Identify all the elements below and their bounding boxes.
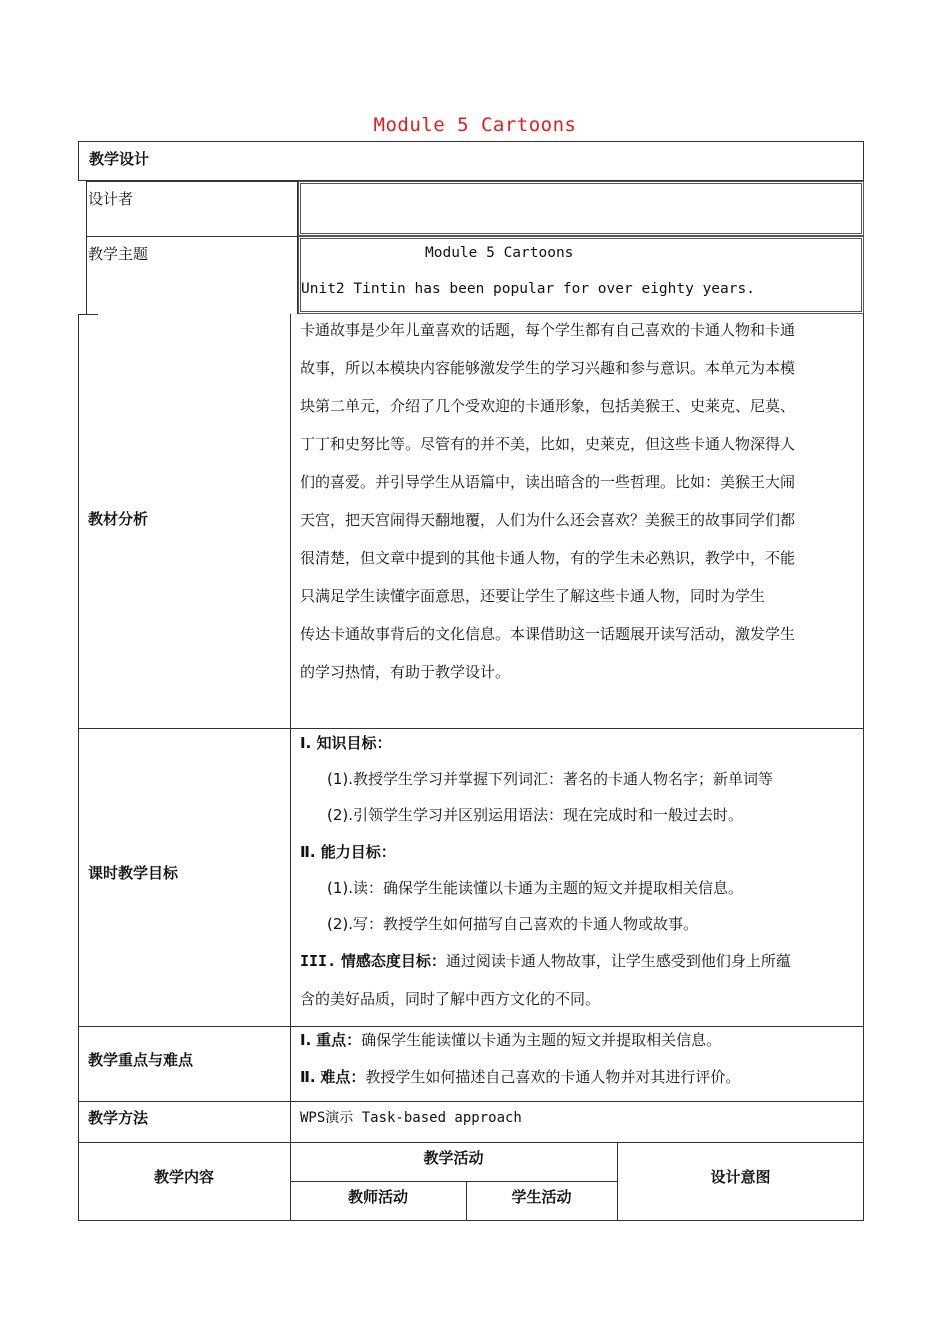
analysis-line: 天宫，把天宫闹得天翻地覆，人们为什么还会喜欢？美猴王的故事同学们都 — [300, 511, 796, 529]
analysis-line: 块第二单元，介绍了几个受欢迎的卡通形象，包括美猴王、史莱克、尼莫、 — [300, 397, 796, 415]
keypoint-2-number: Ⅱ. — [300, 1068, 316, 1086]
analysis-line: 们的喜爱。并引导学生从语篇中，读出暗含的一些哲理。比如：美猴王大闹 — [300, 473, 796, 491]
analysis-line: 很清楚，但文章中提到的其他卡通人物，有的学生未必熟识，教学中，不能 — [300, 549, 796, 567]
ability-item-2: (2).写：教授学生如何描写自己喜欢的卡通人物或故事。 — [327, 915, 699, 933]
keypoint-2-heading: 难点： — [320, 1068, 366, 1086]
method-value: WPS演示 Task-based approach — [300, 1110, 522, 1126]
keypoint-2-text: 教授学生如何描述自己喜欢的卡通人物并对其进行评价。 — [365, 1068, 741, 1086]
keypoint-1 — [300, 1030, 862, 1067]
student-activity-header: 学生活动 — [511, 1188, 572, 1206]
topic-label: 教学主题 — [88, 245, 149, 263]
content-header: 教学内容 — [153, 1168, 214, 1186]
knowledge-item-2: (2).引领学生学习并区别运用语法：现在完成时和一般过去时。 — [327, 806, 744, 824]
header-row — [78, 141, 864, 181]
knowledge-heading: Ⅰ. 知识目标： — [300, 734, 392, 752]
topic-field — [298, 236, 864, 314]
knowledge-item-1: (1).教授学生学习并掌握下列词汇：著名的卡通人物名字；新单词等 — [327, 770, 774, 788]
designer-label: 设计者 — [88, 190, 134, 208]
analysis-line: 传达卡通故事背后的文化信息。本课借助这一话题展开读写活动，激发学生 — [300, 625, 796, 643]
keypoints-label: 教学重点与难点 — [88, 1051, 194, 1069]
header-label: 教学设计 — [89, 150, 150, 168]
activities-header: 教学活动 — [423, 1149, 484, 1167]
analysis-line: 丁丁和史努比等。尽管有的并不美，比如，史莱克，但这些卡通人物深得人 — [300, 435, 796, 453]
topic-line1: Module 5 Cartoons — [425, 245, 574, 261]
keypoints-content — [300, 1030, 862, 1087]
ability-item-1: (1).读：确保学生能读懂以卡通为主题的短文并提取相关信息。 — [327, 879, 744, 897]
analysis-label: 教材分析 — [88, 510, 149, 528]
designer-field — [298, 181, 864, 236]
emotion-number: III. — [300, 952, 337, 970]
emotion-heading: 情感态度目标： — [340, 952, 446, 970]
analysis-line: 的学习热情，有助于教学设计。 — [300, 663, 511, 681]
teacher-activity-header: 教师活动 — [347, 1188, 408, 1206]
emotion-text-1: 通过阅读卡通人物故事，让学生感受到他们身上所蕴 — [445, 952, 791, 970]
keypoint-1-text: 确保学生能读懂以卡通为主题的短文并提取相关信息。 — [361, 1031, 722, 1049]
intent-header: 设计意图 — [710, 1168, 771, 1186]
ability-heading: Ⅱ. 能力目标： — [300, 843, 396, 861]
topic-line2: Unit2 Tintin has been popular for over eighty years. — [301, 281, 755, 297]
analysis-line: 卡通故事是少年儿童喜欢的话题，每个学生都有自己喜欢的卡通人物和卡通 — [300, 321, 796, 339]
objectives-content — [300, 733, 862, 1009]
objectives-label: 课时教学目标 — [88, 864, 179, 882]
emotion-text-2: 含的美好品质，同时了解中西方文化的不同。 — [300, 990, 601, 1008]
document-title: Module 5 Cartoons — [373, 114, 577, 136]
keypoint-1-number: Ⅰ. — [300, 1031, 312, 1049]
analysis-line: 只满足学生读懂字面意思，还要让学生了解这些卡通人物，同时为学生 — [300, 587, 766, 605]
method-label: 教学方法 — [88, 1109, 149, 1127]
keypoint-2 — [300, 1067, 862, 1087]
keypoint-1-heading: 重点： — [316, 1031, 362, 1049]
emotion-line-1 — [300, 951, 862, 989]
analysis-text — [300, 311, 862, 691]
analysis-line: 故事，所以本模块内容能够激发学生的学习兴趣和参与意识。本单元为本模 — [300, 359, 796, 377]
